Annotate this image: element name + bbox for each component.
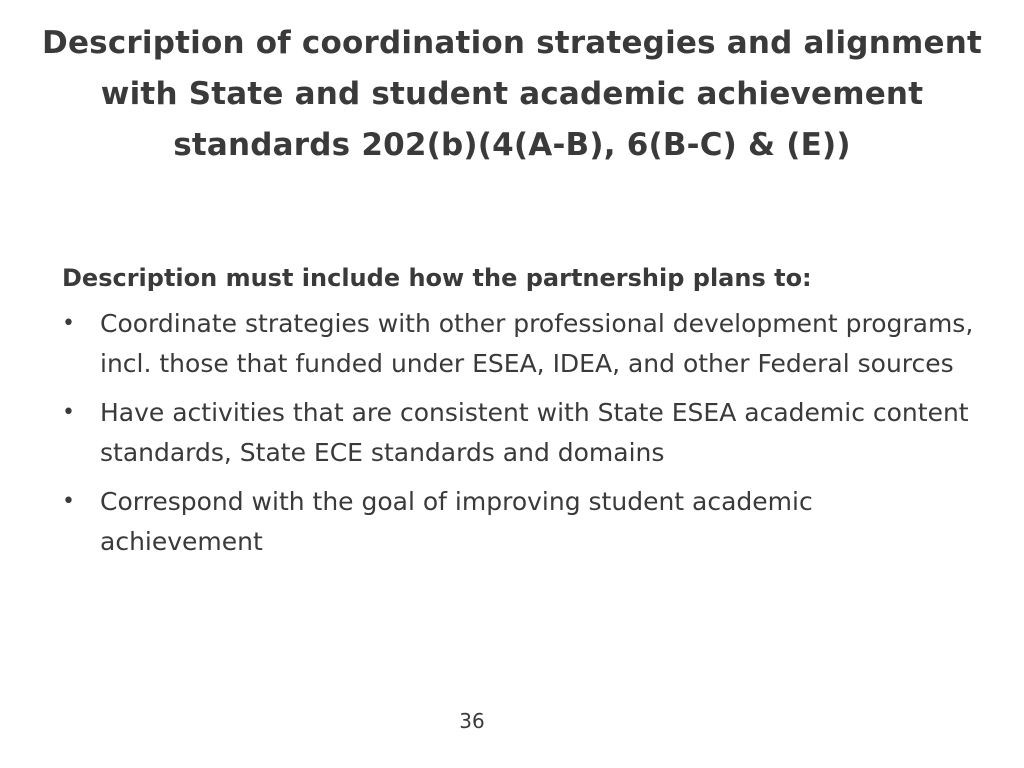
bullet-icon: •	[62, 400, 75, 425]
bullet-item	[62, 304, 982, 384]
slide-title-line: standards 202(b)(4(A-B), 6(B-C) & (E))	[173, 127, 851, 163]
bullet-item	[62, 482, 982, 562]
slide-body	[62, 258, 982, 571]
slide-title-line: with State and student academic achievement	[100, 76, 924, 112]
slide-title-line: Description of coordination strategies and alignment	[42, 25, 982, 61]
page-number: 36	[459, 709, 485, 733]
bullet-text: Correspond with the goal of improving student academic achievement	[100, 487, 813, 556]
bullet-item	[62, 393, 982, 473]
bullet-list	[62, 304, 982, 562]
lead-text: Description must include how the partnership plans to:	[62, 264, 812, 292]
slide-title	[30, 18, 994, 171]
bullet-icon: •	[62, 489, 75, 514]
bullet-text: Coordinate strategies with other professional development programs, incl. those that funded under ESEA, IDEA, and other Federal sources	[100, 309, 974, 378]
bullet-icon: •	[62, 311, 75, 336]
bullet-text: Have activities that are consistent with State ESEA academic content standards, State ECE standards and domains	[100, 398, 969, 467]
